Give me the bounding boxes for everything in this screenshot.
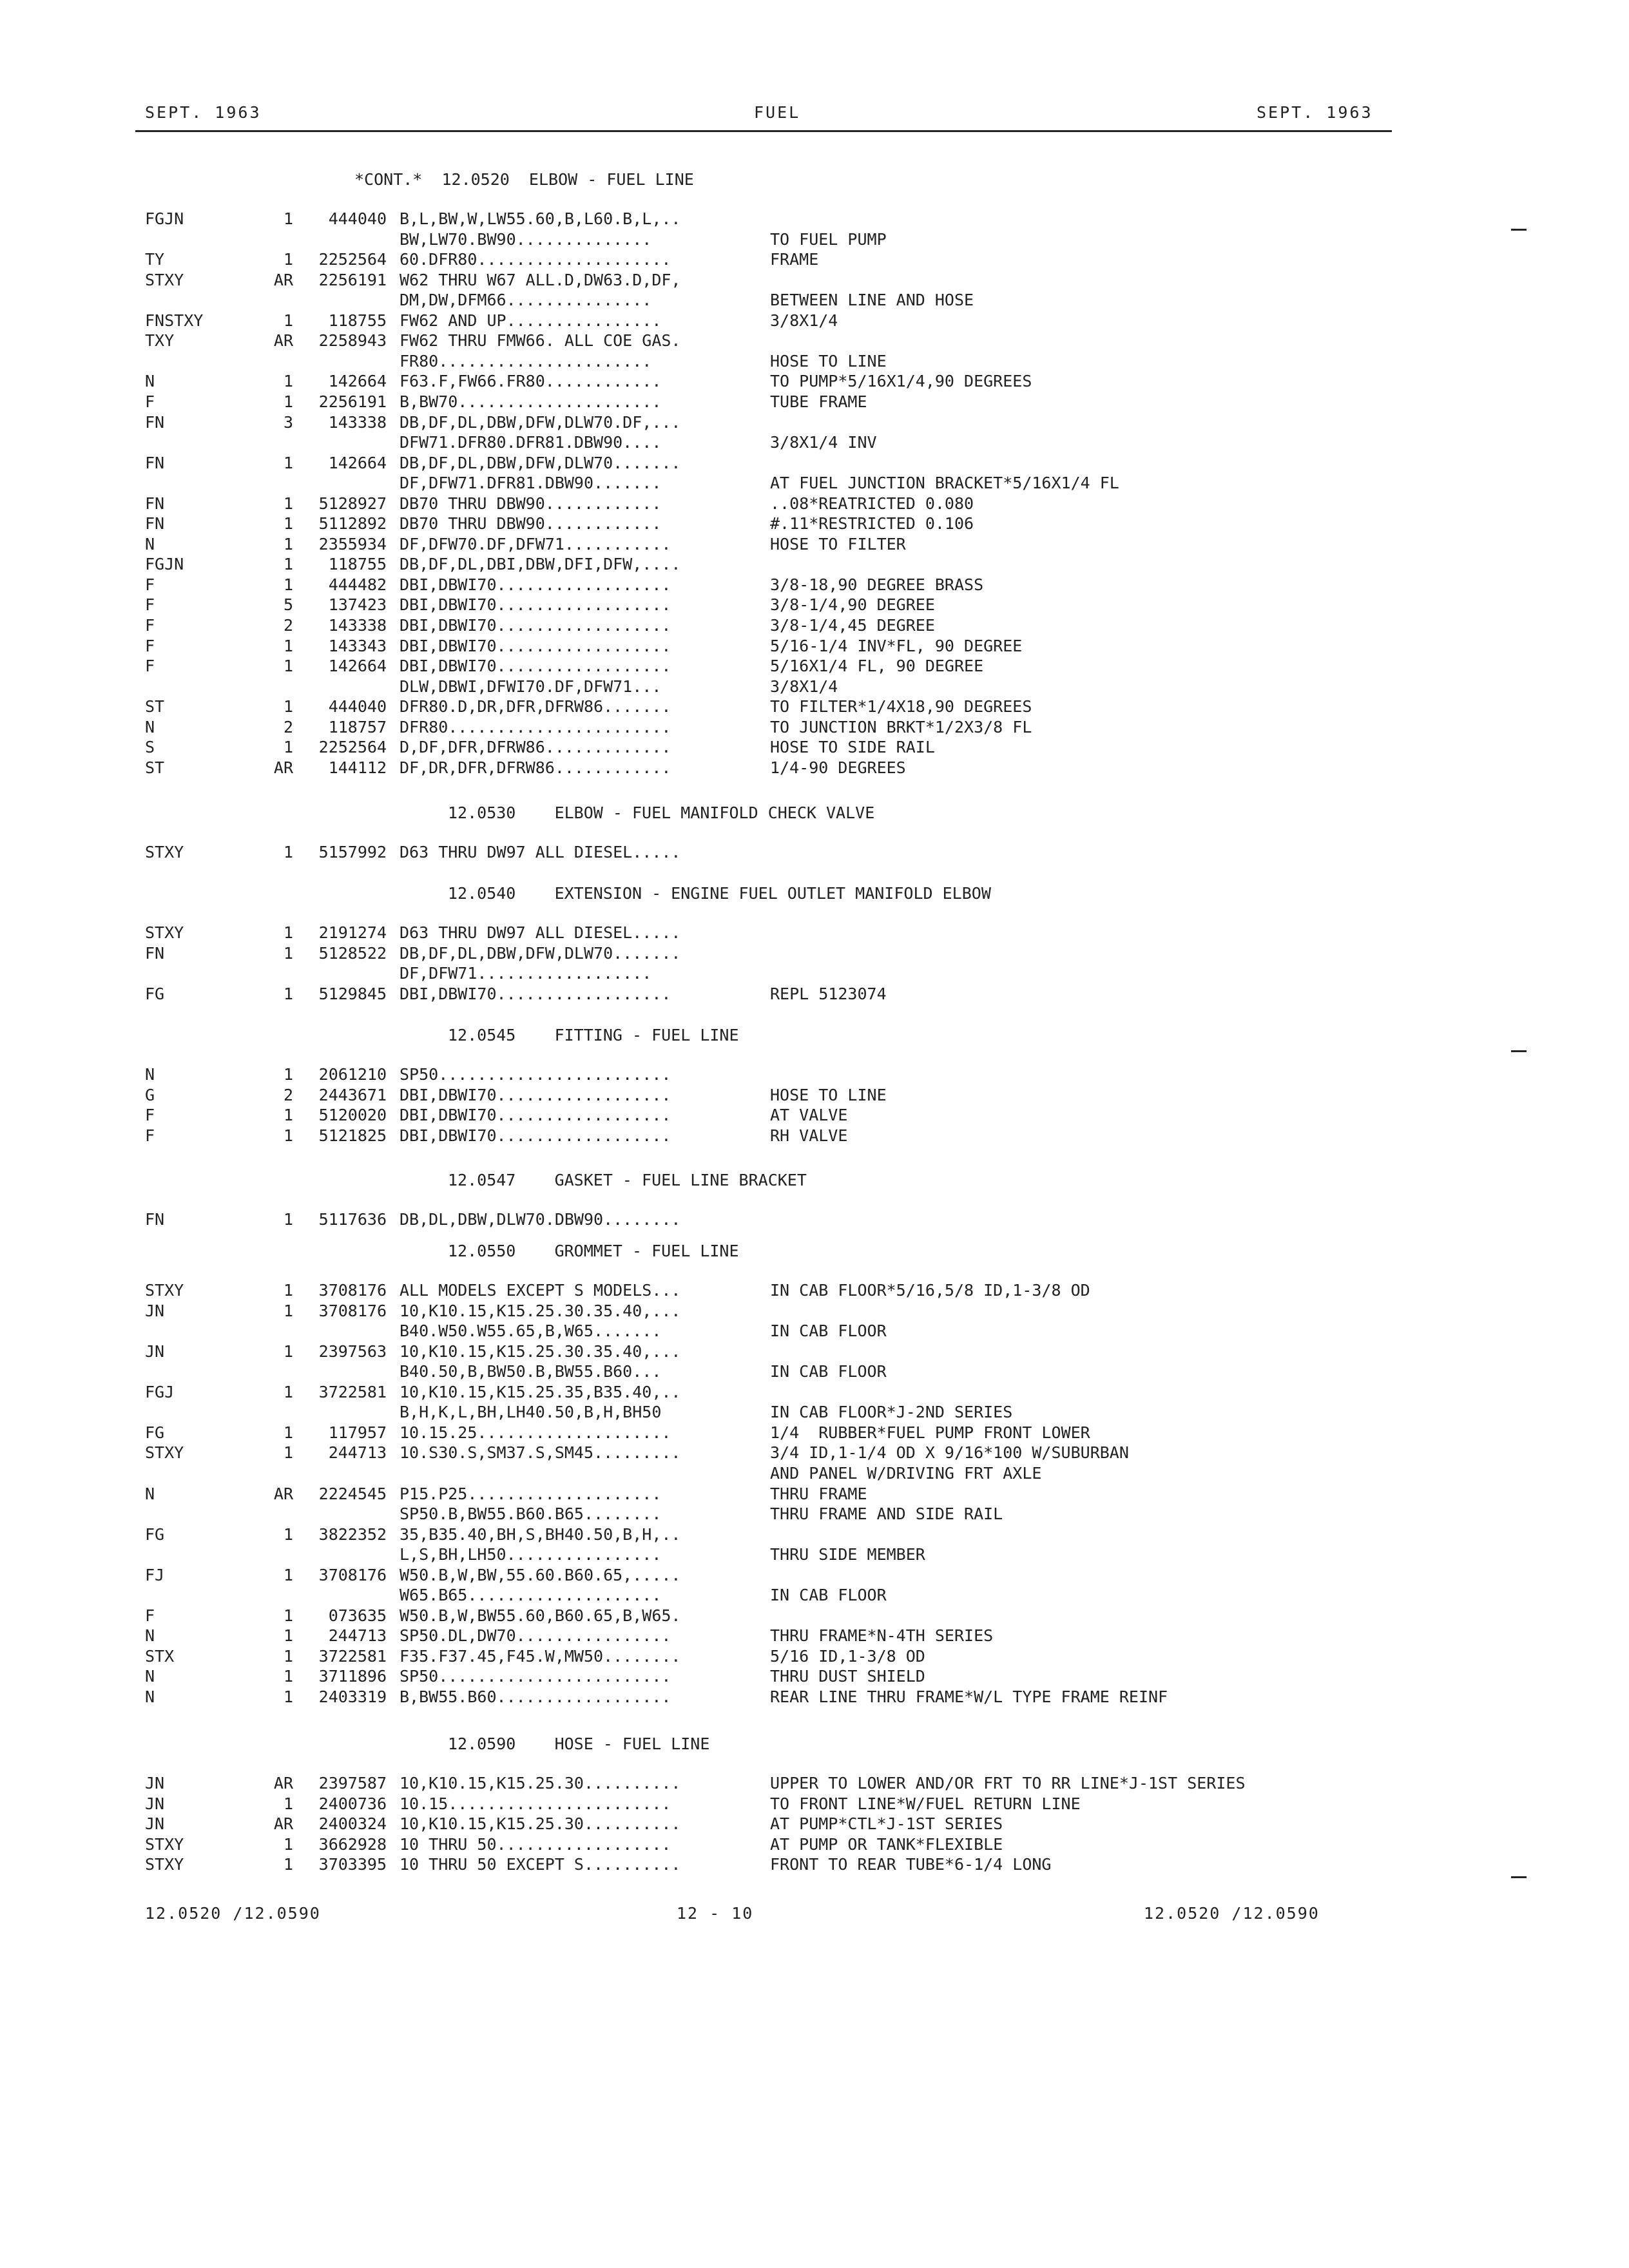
quantity: 1 [283,1106,293,1124]
series-code: F [145,616,155,635]
model-application: BW,LW70.BW90.............. [400,230,652,249]
usage-note: TO FRONT LINE*W/FUEL RETURN LINE [770,1794,1081,1813]
quantity: AR [273,271,293,289]
model-application: DB70 THRU DBW90............ [400,494,662,513]
part-number: 5128522 [318,944,387,963]
series-code: STXY [145,923,184,942]
quantity: 1 [283,1443,293,1462]
series-code: STX [145,1647,175,1666]
model-application: ALL MODELS EXCEPT S MODELS... [400,1281,681,1300]
quantity: 1 [283,1794,293,1813]
part-number: 3662928 [318,1835,387,1854]
usage-note: TO FILTER*1/4X18,90 DEGREES [770,697,1032,716]
header-rule [135,130,1392,132]
part-number: 5120020 [318,1106,387,1124]
usage-note: HOSE TO FILTER [770,535,906,553]
series-code: N [145,1687,155,1706]
model-application: DB,DF,DL,DBW,DFW,DLW70.DF,... [400,413,681,432]
usage-note: 3/4 ID,1-1/4 OD X 9/16*100 W/SUBURBAN [770,1443,1129,1462]
series-code: F [145,1126,155,1145]
quantity: 1 [283,843,293,861]
series-code: F [145,392,155,411]
series-code: FN [145,454,165,472]
model-application: 60.DFR80.................... [400,250,671,269]
quantity: 5 [283,595,293,614]
usage-note: #.11*RESTRICTED 0.106 [770,514,974,533]
usage-note: 1/4-90 DEGREES [770,758,906,777]
part-number: 142664 [328,657,387,675]
model-application: DLW,DBWI,DFWI70.DF,DFW71... [400,677,662,696]
usage-note: AT PUMP OR TANK*FLEXIBLE [770,1835,1003,1854]
model-application: 10 THRU 50 EXCEPT S.......... [400,1855,681,1874]
series-code: JN [145,1342,165,1361]
model-application: B,L,BW,W,LW55.60,B,L60.B,L,.. [400,209,681,228]
model-application: DBI,DBWI70.................. [400,575,671,594]
usage-note: ..08*REATRICTED 0.080 [770,494,974,513]
part-number: 143338 [328,616,387,635]
quantity: 1 [283,372,293,390]
section-title: 12.0590 HOSE - FUEL LINE [448,1735,710,1753]
quantity: 1 [283,1383,293,1401]
series-code: F [145,1106,155,1124]
model-application: DF,DFW70.DF,DFW71........... [400,535,671,553]
model-application: B,H,K,L,BH,LH40.50,B,H,BH50 [400,1403,662,1421]
model-application: B,BW55.B60.................. [400,1687,671,1706]
series-code: TXY [145,331,175,350]
quantity: 1 [283,1525,293,1544]
model-application: DBI,DBWI70.................. [400,595,671,614]
model-application: DB,DL,DBW,DLW70.DBW90........ [400,1210,681,1229]
usage-note: 5/16-1/4 INV*FL, 90 DEGREE [770,637,1023,655]
quantity: AR [273,1814,293,1833]
usage-note: 1/4 RUBBER*FUEL PUMP FRONT LOWER [770,1423,1090,1442]
model-application: DBI,DBWI70.................. [400,1086,671,1104]
model-application: B,BW70..................... [400,392,662,411]
quantity: 2 [283,616,293,635]
section-title: 12.0547 GASKET - FUEL LINE BRACKET [448,1171,807,1189]
quantity: 1 [283,250,293,269]
usage-note: TO PUMP*5/16X1/4,90 DEGREES [770,372,1032,390]
quantity: 1 [283,1667,293,1686]
part-number: 118755 [328,311,387,330]
usage-note: HOSE TO LINE [770,1086,887,1104]
model-application: DF,DFW71.................. [400,964,652,983]
model-application: B40.50,B,BW50.B,BW55.B60... [400,1362,662,1381]
model-application: DF,DFW71.DFR81.DBW90....... [400,474,662,492]
usage-note: 5/16X1/4 FL, 90 DEGREE [770,657,984,675]
quantity: 1 [283,1626,293,1645]
usage-note: TO FUEL PUMP [770,230,887,249]
part-number: 5157992 [318,843,387,861]
model-application: P15.P25.................... [400,1485,662,1503]
quantity: 1 [283,311,293,330]
usage-note: IN CAB FLOOR [770,1321,887,1340]
usage-note: HOSE TO LINE [770,352,887,370]
series-code: STXY [145,1835,184,1854]
part-number: 3708176 [318,1302,387,1320]
part-number: 244713 [328,1626,387,1645]
part-number: 073635 [328,1606,387,1625]
part-number: 5129845 [318,985,387,1003]
model-application: DB,DF,DL,DBI,DBW,DFI,DFW,.... [400,555,681,573]
part-number: 2443671 [318,1086,387,1104]
usage-note: THRU FRAME [770,1485,867,1503]
part-number: 3822352 [318,1525,387,1544]
usage-note: IN CAB FLOOR [770,1586,887,1604]
usage-note: THRU FRAME*N-4TH SERIES [770,1626,994,1645]
usage-note: RH VALVE [770,1126,848,1145]
quantity: 1 [283,535,293,553]
part-number: 444482 [328,575,387,594]
series-code: STXY [145,843,184,861]
usage-note: REPL 5123074 [770,985,887,1003]
part-number: 5128927 [318,494,387,513]
usage-note: 3/8X1/4 [770,677,838,696]
part-number: 2397563 [318,1342,387,1361]
quantity: AR [273,1774,293,1792]
usage-note: HOSE TO SIDE RAIL [770,738,935,756]
series-code: FG [145,1525,165,1544]
part-number: 117957 [328,1423,387,1442]
model-application: DBI,DBWI70.................. [400,657,671,675]
series-code: ST [145,758,165,777]
usage-note: 3/8-1/4,90 DEGREE [770,595,935,614]
series-code: FN [145,1210,165,1229]
footer-range-left: 12.0520 /12.0590 [145,1904,321,1923]
quantity: AR [273,1485,293,1503]
quantity: 1 [283,1065,293,1084]
part-number: 142664 [328,372,387,390]
model-application: DFW71.DFR80.DFR81.DBW90.... [400,433,662,452]
quantity: 1 [283,657,293,675]
section-title: 12.0545 FITTING - FUEL LINE [448,1026,739,1044]
section-title: 12.0550 GROMMET - FUEL LINE [448,1242,739,1260]
model-application: 10.15.25.................... [400,1423,671,1442]
series-code: STXY [145,1281,184,1300]
quantity: 1 [283,738,293,756]
series-code: JN [145,1794,165,1813]
quantity: 1 [283,209,293,228]
footer-page-number: 12 - 10 [677,1904,754,1923]
footer-range-right: 12.0520 /12.0590 [1144,1904,1320,1923]
model-application: D,DF,DFR,DFRW86............. [400,738,671,756]
series-code: FGJN [145,555,184,573]
margin-mark [1511,1876,1527,1878]
series-code: F [145,1606,155,1625]
model-application: DM,DW,DFM66............... [400,291,652,309]
model-application: DB,DF,DL,DBW,DFW,DLW70....... [400,454,681,472]
model-application: B40.W50.W55.65,B,W65....... [400,1321,662,1340]
part-number: 3711896 [318,1667,387,1686]
usage-note: 3/8-1/4,45 DEGREE [770,616,935,635]
model-application: SP50........................ [400,1065,671,1084]
quantity: 1 [283,1281,293,1300]
quantity: 1 [283,1423,293,1442]
quantity: 1 [283,985,293,1003]
part-number: 2252564 [318,738,387,756]
model-application: DBI,DBWI70.................. [400,985,671,1003]
quantity: 1 [283,1647,293,1666]
usage-note: UPPER TO LOWER AND/OR FRT TO RR LINE*J-1ST SERIES [770,1774,1246,1792]
usage-note: TO JUNCTION BRKT*1/2X3/8 FL [770,718,1032,736]
series-code: F [145,637,155,655]
model-application: 10,K10.15,K15.25.30.......... [400,1774,681,1792]
part-number: 2256191 [318,392,387,411]
model-application: W50.B,W,BW,55.60.B60.65,..... [400,1566,681,1584]
series-code: STXY [145,1443,184,1462]
quantity: 1 [283,637,293,655]
model-application: L,S,BH,LH50................ [400,1545,662,1564]
series-code: F [145,575,155,594]
part-number: 118757 [328,718,387,736]
series-code: FN [145,413,165,432]
part-number: 137423 [328,595,387,614]
model-application: SP50........................ [400,1667,671,1686]
part-number: 2355934 [318,535,387,553]
quantity: 1 [283,392,293,411]
quantity: 1 [283,494,293,513]
quantity: 2 [283,718,293,736]
section-title: *CONT.* 12.0520 ELBOW - FUEL LINE [354,170,694,189]
usage-note: IN CAB FLOOR*J-2ND SERIES [770,1403,1013,1421]
series-code: FN [145,514,165,533]
quantity: 1 [283,555,293,573]
model-application: DFR80....................... [400,718,671,736]
series-code: N [145,1065,155,1084]
usage-note: THRU FRAME AND SIDE RAIL [770,1504,1003,1523]
model-application: DFR80.D,DR,DFR,DFRW86....... [400,697,671,716]
series-code: FJ [145,1566,165,1584]
series-code: TY [145,250,165,269]
quantity: 1 [283,1126,293,1145]
usage-note: IN CAB FLOOR [770,1362,887,1381]
margin-mark [1511,1050,1527,1052]
part-number: 2224545 [318,1485,387,1503]
usage-note: 3/8X1/4 INV [770,433,877,452]
model-application: D63 THRU DW97 ALL DIESEL..... [400,923,681,942]
model-application: DBI,DBWI70.................. [400,616,671,635]
quantity: 1 [283,697,293,716]
model-application: 10.15....................... [400,1794,671,1813]
model-application: SP50.B,BW55.B60.B65........ [400,1504,662,1523]
usage-note: 5/16 ID,1-3/8 OD [770,1647,925,1666]
model-application: W50.B,W,BW55.60,B60.65,B,W65. [400,1606,681,1625]
series-code: N [145,1485,155,1503]
model-application: DB70 THRU DBW90............ [400,514,662,533]
quantity: 1 [283,1210,293,1229]
usage-note: THRU SIDE MEMBER [770,1545,925,1564]
usage-note: 3/8X1/4 [770,311,838,330]
series-code: JN [145,1814,165,1833]
quantity: 1 [283,1855,293,1874]
part-number: 142664 [328,454,387,472]
usage-note: BETWEEN LINE AND HOSE [770,291,974,309]
series-code: F [145,595,155,614]
usage-note: AT PUMP*CTL*J-1ST SERIES [770,1814,1003,1833]
series-code: N [145,1667,155,1686]
model-application: FW62 AND UP................ [400,311,662,330]
quantity: 1 [283,1566,293,1584]
model-application: 10 THRU 50.................. [400,1835,671,1854]
part-number: 5112892 [318,514,387,533]
series-code: FG [145,985,165,1003]
part-number: 3708176 [318,1566,387,1584]
usage-note: FRONT TO REAR TUBE*6-1/4 LONG [770,1855,1052,1874]
model-application: DBI,DBWI70.................. [400,1126,671,1145]
part-number: 118755 [328,555,387,573]
usage-note: AND PANEL W/DRIVING FRT AXLE [770,1464,1042,1483]
quantity: 2 [283,1086,293,1104]
model-application: W62 THRU W67 ALL.D,DW63.D,DF, [400,271,681,289]
model-application: 10.S30.S,SM37.S,SM45......... [400,1443,681,1462]
model-application: DF,DR,DFR,DFRW86............ [400,758,671,777]
model-application: 10,K10.15,K15.25.30.......... [400,1814,681,1833]
part-number: 144112 [328,758,387,777]
quantity: 1 [283,575,293,594]
model-application: FW62 THRU FMW66. ALL COE GAS. [400,331,681,350]
usage-note: 3/8-18,90 DEGREE BRASS [770,575,984,594]
usage-note: FRAME [770,250,819,269]
series-code: STXY [145,271,184,289]
series-code: F [145,657,155,675]
section-title: 12.0540 EXTENSION - ENGINE FUEL OUTLET MANIFOLD ELBOW [448,884,991,903]
part-number: 2403319 [318,1687,387,1706]
quantity: 1 [283,1342,293,1361]
series-code: FGJN [145,209,184,228]
model-application: 35,B35.40,BH,S,BH40.50,B,H,.. [400,1525,681,1544]
part-number: 5117636 [318,1210,387,1229]
quantity: 1 [283,1302,293,1320]
series-code: STXY [145,1855,184,1874]
part-number: 2252564 [318,250,387,269]
series-code: JN [145,1774,165,1792]
part-number: 2400736 [318,1794,387,1813]
part-number: 2256191 [318,271,387,289]
series-code: FN [145,944,165,963]
part-number: 444040 [328,209,387,228]
series-code: FG [145,1423,165,1442]
header-title: FUEL [754,103,801,122]
model-application: DBI,DBWI70.................. [400,1106,671,1124]
quantity: 1 [283,1606,293,1625]
part-number: 2061210 [318,1065,387,1084]
margin-mark [1511,229,1527,231]
series-code: N [145,535,155,553]
model-application: DBI,DBWI70.................. [400,637,671,655]
section-title: 12.0530 ELBOW - FUEL MANIFOLD CHECK VALVE [448,803,875,822]
series-code: FNSTXY [145,311,204,330]
quantity: 1 [283,1835,293,1854]
part-number: 2400324 [318,1814,387,1833]
part-number: 244713 [328,1443,387,1462]
usage-note: AT FUEL JUNCTION BRACKET*5/16X1/4 FL [770,474,1119,492]
part-number: 3708176 [318,1281,387,1300]
part-number: 143338 [328,413,387,432]
series-code: FGJ [145,1383,175,1401]
usage-note: REAR LINE THRU FRAME*W/L TYPE FRAME REINF [770,1687,1168,1706]
model-application: 10,K10.15,K15.25.35,B35.40,.. [400,1383,681,1401]
part-number: 444040 [328,697,387,716]
series-code: JN [145,1302,165,1320]
quantity: AR [273,758,293,777]
model-application: F35.F37.45,F45.W,MW50........ [400,1647,681,1666]
model-application: W65.B65.................... [400,1586,662,1604]
model-application: D63 THRU DW97 ALL DIESEL..... [400,843,681,861]
header-date-right: SEPT. 1963 [1257,103,1373,122]
model-application: 10,K10.15,K15.25.30.35.40,... [400,1302,681,1320]
quantity: 3 [283,413,293,432]
quantity: 1 [283,1687,293,1706]
quantity: 1 [283,923,293,942]
part-number: 2397587 [318,1774,387,1792]
series-code: ST [145,697,165,716]
model-application: SP50.DL,DW70................ [400,1626,671,1645]
quantity: AR [273,331,293,350]
usage-note: IN CAB FLOOR*5/16,5/8 ID,1-3/8 OD [770,1281,1090,1300]
series-code: FN [145,494,165,513]
part-number: 2191274 [318,923,387,942]
part-number: 2258943 [318,331,387,350]
quantity: 1 [283,454,293,472]
series-code: G [145,1086,155,1104]
quantity: 1 [283,514,293,533]
usage-note: TUBE FRAME [770,392,867,411]
model-application: FR80...................... [400,352,652,370]
part-number: 3722581 [318,1383,387,1401]
model-application: 10,K10.15,K15.25.30.35.40,... [400,1342,681,1361]
model-application: F63.F,FW66.FR80............ [400,372,662,390]
series-code: S [145,738,155,756]
quantity: 1 [283,944,293,963]
usage-note: THRU DUST SHIELD [770,1667,925,1686]
model-application: DB,DF,DL,DBW,DFW,DLW70....... [400,944,681,963]
usage-note: AT VALVE [770,1106,848,1124]
part-number: 3722581 [318,1647,387,1666]
header-date-left: SEPT. 1963 [145,103,262,122]
part-number: 5121825 [318,1126,387,1145]
part-number: 3703395 [318,1855,387,1874]
part-number: 143343 [328,637,387,655]
series-code: N [145,718,155,736]
series-code: N [145,372,155,390]
series-code: N [145,1626,155,1645]
